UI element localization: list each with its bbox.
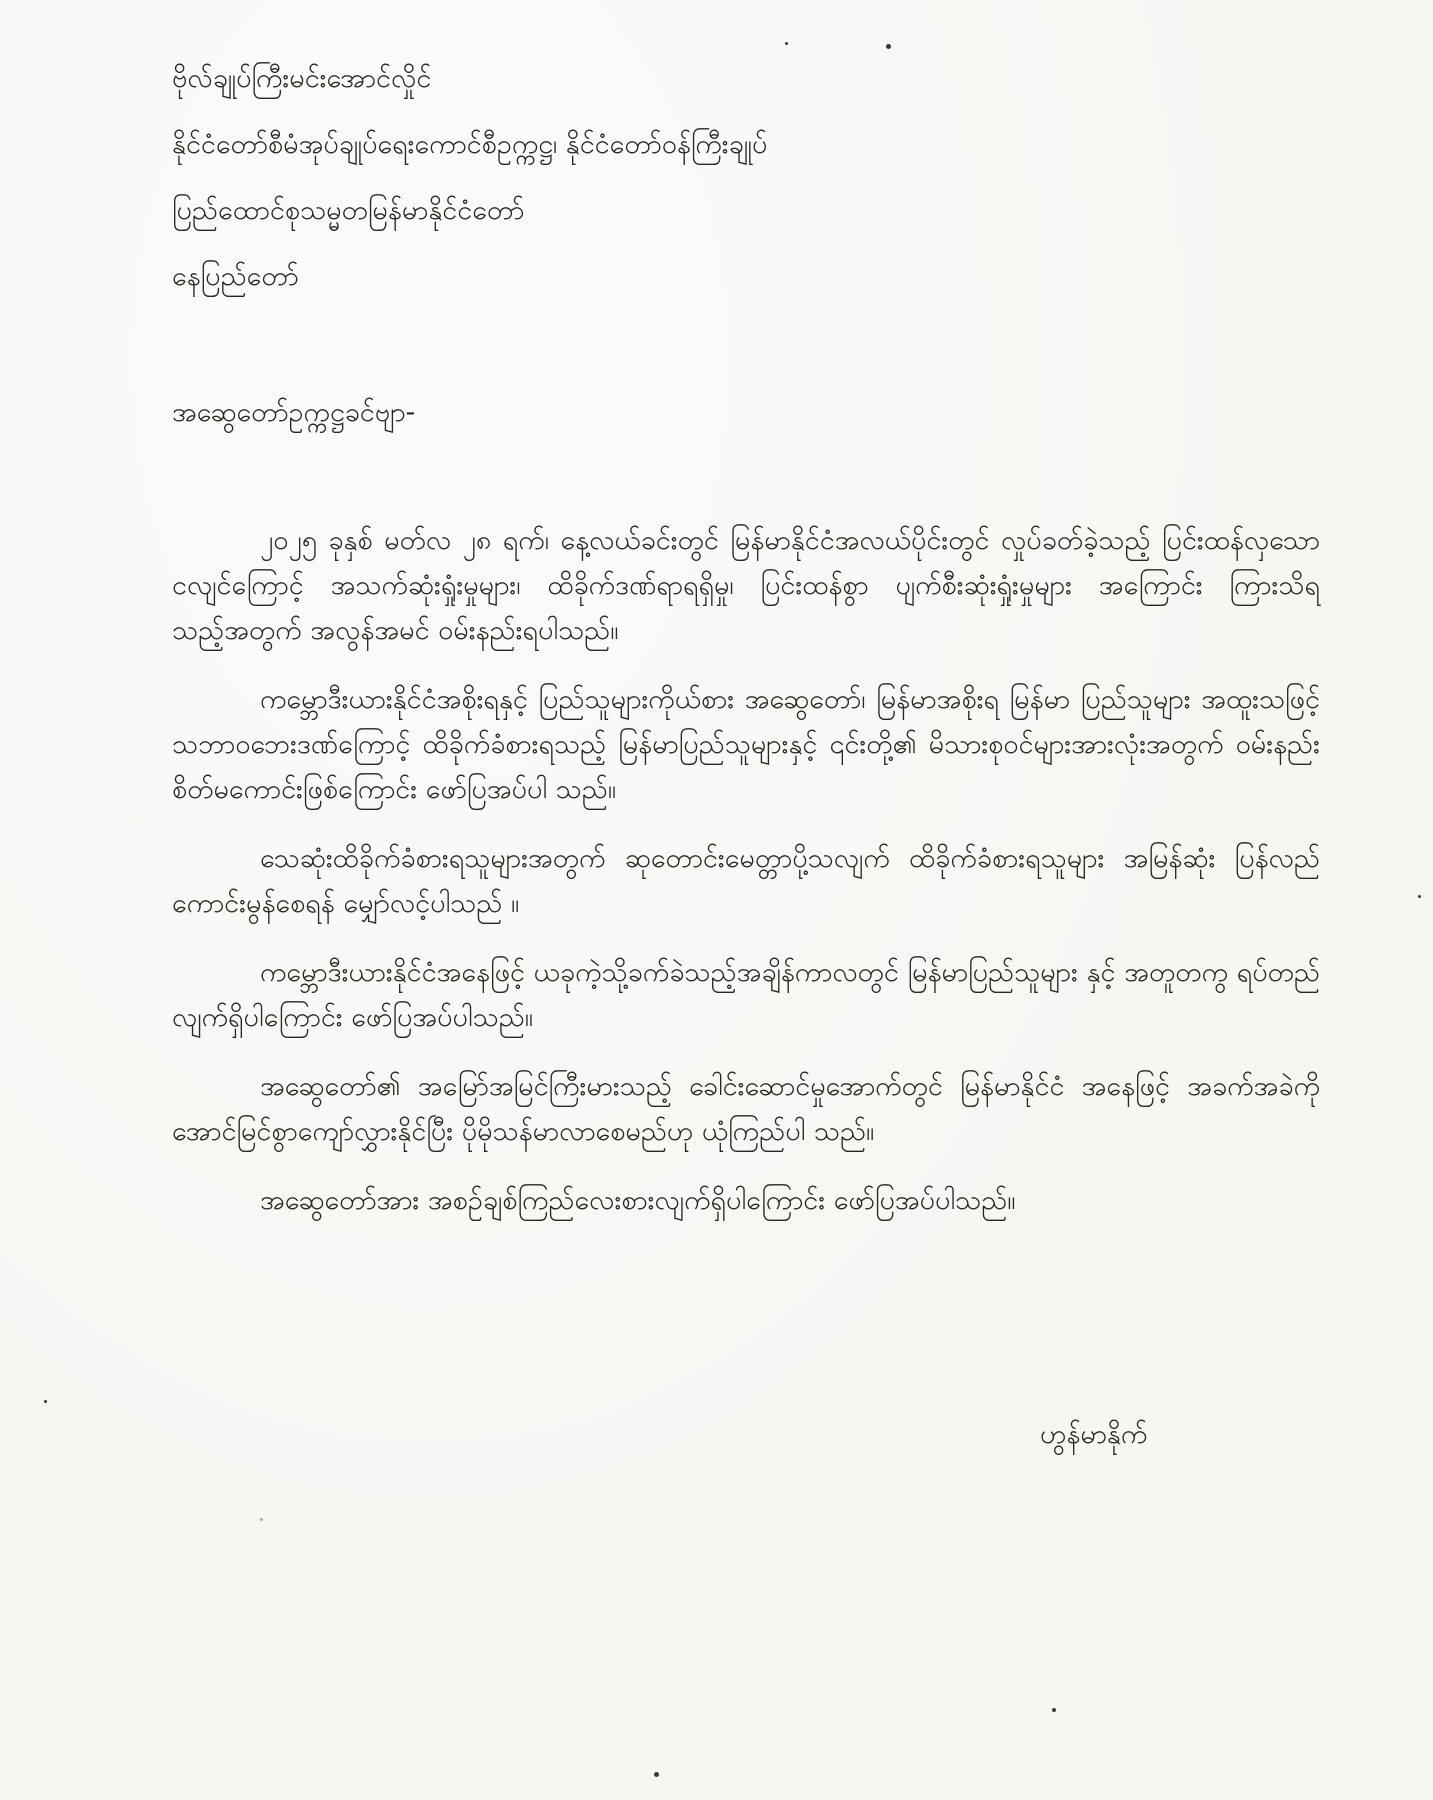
salutation: အဆွေတော်ဥက္ကဋ္ဌခင်ဗျာ- xyxy=(172,397,416,428)
paragraph-confidence: အဆွေတော်၏ အမြော်အမြင်ကြီးမားသည့် ခေါင်းဆောင်မှုအောက်တွင် မြန်မာနိုင်ငံ အနေဖြင့် အခက်အခဲကို အောင်မြင်စွာကျော်လွှားနိုင်ပြီး ပိုမိုသန်မာလာစေမည်ဟု ယုံကြည်ပါ သည်။ xyxy=(172,1071,1320,1147)
scan-speck xyxy=(886,44,891,49)
paragraph-condolences: ကမ္ဘောဒီးယားနိုင်ငံအစိုးရနှင့် ပြည်သူများကိုယ်စား အဆွေတော်၊ မြန်မာအစိုးရ မြန်မာ ပြည်သူများ အထူးသဖြင့် သဘာဝဘေးဒဏ်ကြောင့် ထိခိုက်ခံစားရသည့် မြန်မာပြည်သူများနှင့် ၎င်းတို့၏ မိသားစုဝင်များအားလုံးအတွက် ဝမ်းနည်းစိတ်မကောင်းဖြစ်ကြောင်း ဖော်ပြအပ်ပါ သည်။ xyxy=(172,684,1320,805)
signature-name: ဟွန်မာနိုက် xyxy=(1040,1419,1148,1450)
address-line-title: နိုင်ငံတော်စီမံအုပ်ချုပ်ရေးကောင်စီဥက္ကဋ္ဌ၊ နိုင်ငံတော်ဝန်ကြီးချုပ် xyxy=(172,129,768,160)
paragraph-prayers: သေဆုံးထိခိုက်ခံစားရသူများအတွက် ဆုတောင်းမေတ္တာပို့သလျက် ထိခိုက်ခံစားရသူများ အမြန်ဆုံး ပြန်လည်ကောင်းမွန်စေရန် မျှော်လင့်ပါသည် ။ xyxy=(172,843,1320,919)
address-line-name: ဗိုလ်ချုပ်ကြီးမင်းအောင်လှိုင် xyxy=(172,63,432,94)
scan-speck xyxy=(1052,1708,1056,1712)
address-line-country: ပြည်ထောင်စုသမ္မတမြန်မာနိုင်ငံတော် xyxy=(172,195,525,226)
letter-body xyxy=(172,518,1320,1247)
recipient-address xyxy=(172,62,1172,326)
scan-speck xyxy=(260,1518,263,1521)
scan-speck xyxy=(1418,895,1421,898)
scan-speck xyxy=(44,1400,47,1403)
paragraph-solidarity: ကမ္ဘောဒီးယားနိုင်ငံအနေဖြင့် ယခုကဲ့သို့ခက်ခဲသည့်အချိန်ကာလတွင် မြန်မာပြည်သူများ နှင့် အတူတကွ ရပ်တည်လျက်ရှိပါကြောင်း ဖော်ပြအပ်ပါသည်။ xyxy=(172,957,1320,1033)
paragraph-closing: အဆွေတော်အား အစဉ်ချစ်ကြည်လေးစားလျက်ရှိပါကြောင်း ဖော်ပြအပ်ပါသည်။ xyxy=(260,1185,1016,1216)
scan-speck xyxy=(785,42,788,45)
paragraph-earthquake: ၂၀၂၅ ခုနှစ် မတ်လ ၂၈ ရက်၊ နေ့လယ်ခင်းတွင် မြန်မာနိုင်ငံအလယ်ပိုင်းတွင် လှုပ်ခတ်ခဲ့သည့် ပြင်းထန်လှသောငလျင်ကြောင့် အသက်ဆုံးရှုံးမှုများ၊ ထိခိုက်ဒဏ်ရာရရှိမှု၊ ပြင်းထန်စွာ ပျက်စီးဆုံးရှုံးမှုများ အကြောင်း ကြားသိရသည့်အတွက် အလွန်အမင် ဝမ်းနည်းရပါသည်။ xyxy=(172,525,1320,646)
address-line-city: နေပြည်တော် xyxy=(172,261,299,292)
scan-speck xyxy=(654,1772,659,1777)
